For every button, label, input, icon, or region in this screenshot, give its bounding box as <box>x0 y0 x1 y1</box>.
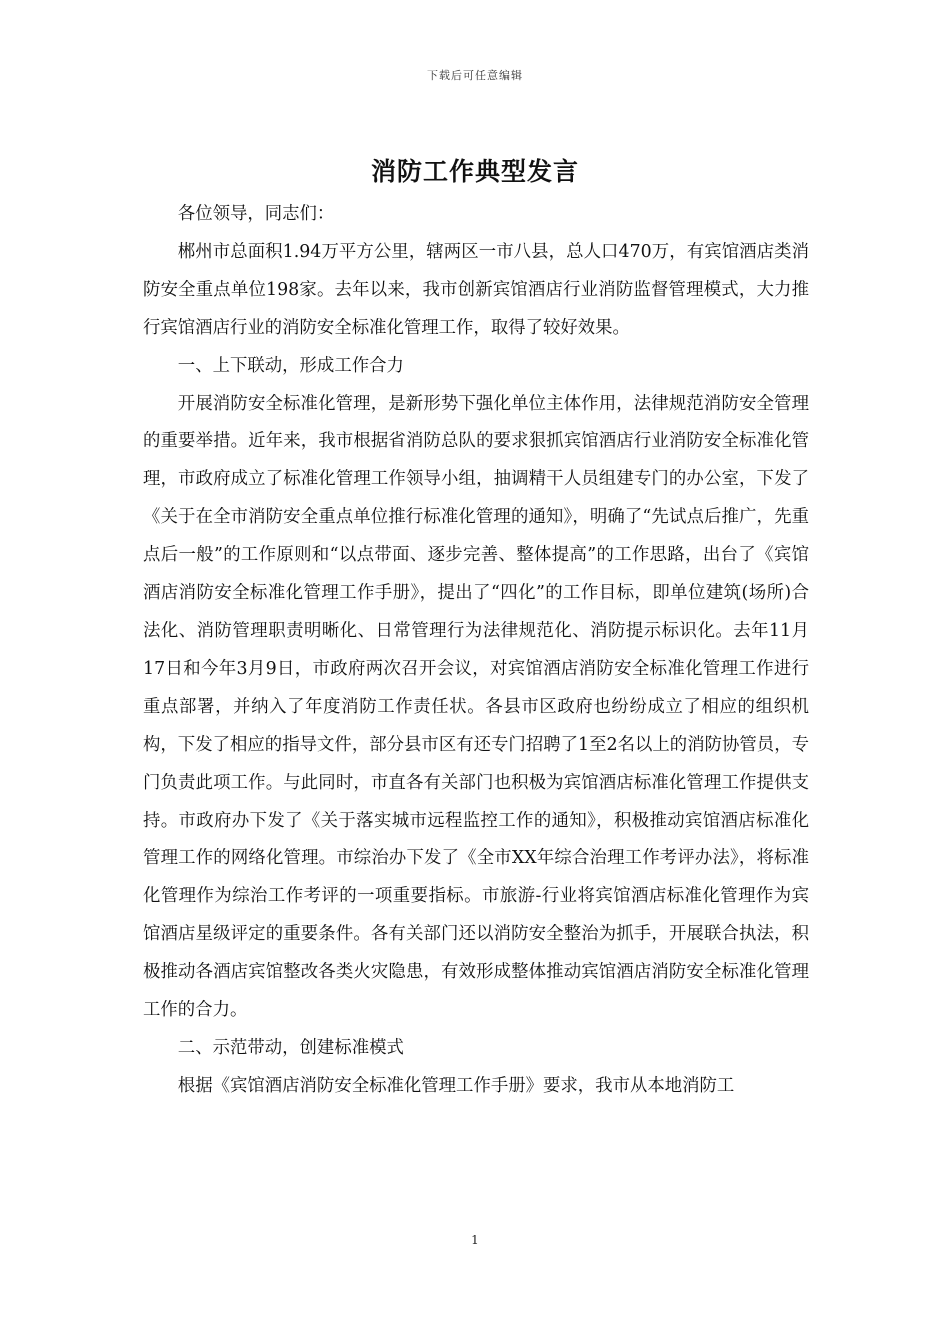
header-note: 下载后可任意编辑 <box>427 69 523 82</box>
intro-paragraph: 郴州市总面积1.94万平方公里，辖两区一市八县，总人口470万，有宾馆酒店类消防安全重点单位198家。去年以来，我市创新宾馆酒店行业消防监督管理模式，大力推行宾馆酒店行业的消防安全标准化管理工作，取得了较好效果。 <box>143 241 809 338</box>
section-heading-2: 二、示范带动，创建标准模式 <box>177 1037 404 1058</box>
document-body <box>143 196 809 1106</box>
page-number: 1 <box>471 1233 479 1247</box>
section-heading-1: 一、上下联动，形成工作合力 <box>177 355 404 376</box>
document-title: 消防工作典型发言 <box>370 157 579 186</box>
section-2-paragraph: 根据《宾馆酒店消防安全标准化管理工作手册》要求，我市从本地消防工 <box>177 1075 735 1096</box>
salutation-paragraph: 各位领导，同志们： <box>177 204 335 224</box>
section-1-paragraph: 开展消防安全标准化管理，是新形势下强化单位主体作用，法律规范消防安全管理的重要举措。近年来，我市根据省消防总队的要求狠抓宾馆酒店行业消防安全标准化管理，市政府成立了标准化管理工作领导小组，抽调精干人员组建专门的办公室，下发了《关于在全市消防安全重点单位推行标准化管理的通知》，明确了“先试点后推广，先重点后一般”的工作原则和“以点带面、逐步完善、整体提高”的工作思路，出台了《宾馆酒店消防安全标准化管理工作手册》，提出了“四化”的工作目标，即单位建筑(场所)合法化、消防管理职责明晰化、日常管理行为法律规范化、消防提示标识化。去年11月17日和今年3月9日，市政府两次召开会议，对宾馆酒店消防安全标准化管理工作进行重点部署，并纳入了年度消防工作责任状。各县市区政府也纷纷成立了相应的组织机构，下发了相应的指导文件，部分县市区有还专门招聘了1至2名以上的消防协管员，专门负责此项工作。与此同时，市直各有关部门也积极为宾馆酒店标准化管理工作提供支持。市政府办下发了《关于落实城市远程监控工作的通知》，积极推动宾馆酒店标准化管理工作的网络化管理。市综治办下发了《全市XX年综合治理工作考评办法》，将标准化管理作为综治工作考评的一项重要指标。市旅游-行业将宾馆酒店标准化管理作为宾馆酒店星级评定的重要条件。各有关部门还以消防安全整治为抓手，开展联合执法，积极推动各酒店宾馆整改各类火灾隐患，有效形成整体推动宾馆酒店消防安全标准化管理工作的合力。 <box>143 393 809 1021</box>
